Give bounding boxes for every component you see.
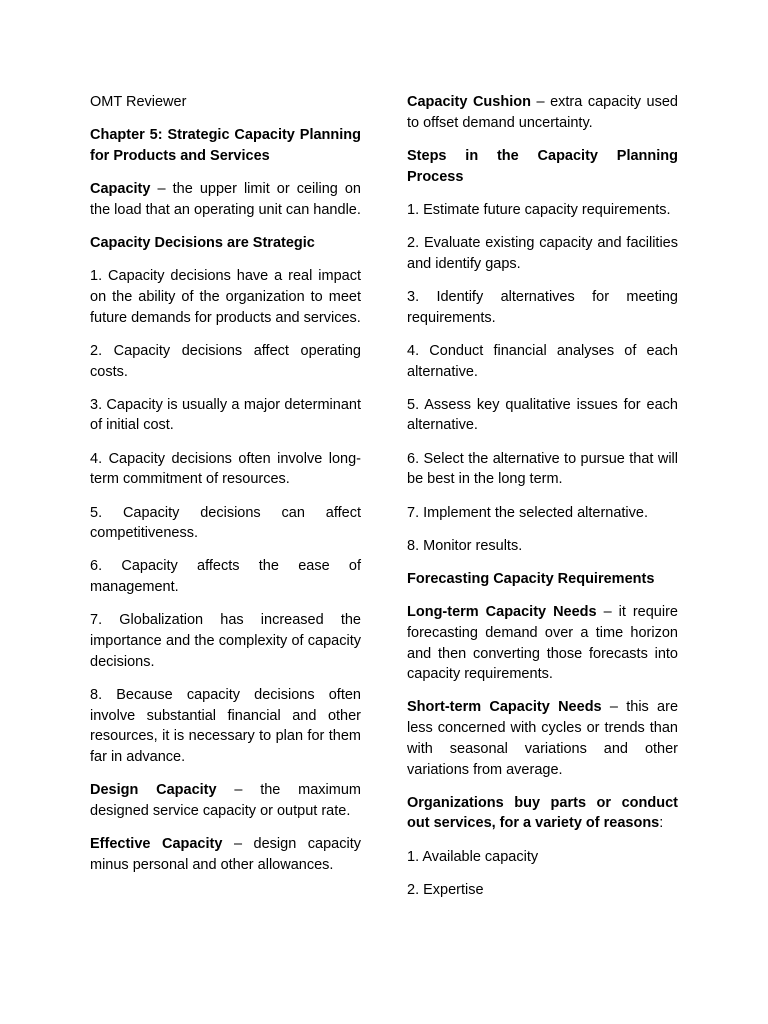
long-term-term: Long-term Capacity Needs <box>407 604 597 621</box>
strategic-heading <box>90 233 361 254</box>
chapter-heading <box>90 125 361 166</box>
left-column <box>90 92 361 888</box>
long-term-def: – it require forecasting demand over a time horizon and then converting those forecasts into capacity requirements. <box>407 604 678 683</box>
short-term-definition <box>407 697 678 780</box>
step-item: 2. Evaluate existing capacity and facilities and identify gaps. <box>407 235 678 272</box>
step-item: 3. Identify alternatives for meeting requirements. <box>407 288 678 326</box>
design-capacity-definition <box>90 780 361 821</box>
step-item: 8. Monitor results. <box>407 537 523 554</box>
capacity-def: – the upper limit or ceiling on the load that an operating unit can handle. <box>90 181 361 218</box>
capacity-term: Capacity <box>90 181 151 198</box>
strategic-item: 7. Globalization has increased the importance and the complexity of capacity decisions. <box>90 612 361 670</box>
strategic-item: 3. Capacity is usually a major determinant of initial cost. <box>90 396 361 434</box>
strategic-heading-text: Capacity Decisions are Strategic <box>90 235 315 252</box>
long-term-definition <box>407 602 678 685</box>
strategic-item: 2. Capacity decisions affect operating costs. <box>90 342 361 380</box>
effective-capacity-def: – design capacity minus personal and other allowances. <box>90 836 361 873</box>
right-column <box>407 92 678 913</box>
forecast-heading <box>407 569 678 590</box>
capacity-cushion-def: – extra capacity used to offset demand uncertainty. <box>407 94 678 131</box>
capacity-cushion-definition <box>407 92 678 133</box>
organizations-heading-text: Organizations buy parts or conduct out services, for a variety of reasons <box>407 794 678 832</box>
organizations-heading <box>407 793 678 834</box>
design-capacity-def: – the maximum designed service capacity or output rate. <box>90 782 361 819</box>
reason-item: 2. Expertise <box>407 881 484 898</box>
step-item: 6. Select the alternative to pursue that will be best in the long term. <box>407 450 678 488</box>
strategic-item: 1. Capacity decisions have a real impact on the ability of the organization to meet future demands for products and services. <box>90 268 361 326</box>
effective-capacity-definition <box>90 834 361 875</box>
forecast-heading-text: Forecasting Capacity Requirements <box>407 570 655 587</box>
organizations-colon: : <box>659 815 664 832</box>
reason-item: 1. Available capacity <box>407 848 539 865</box>
document-title: OMT Reviewer <box>90 94 187 110</box>
chapter-heading-text: Chapter 5: Strategic Capacity Planning for Products and Services <box>90 127 361 164</box>
steps-heading <box>407 146 678 187</box>
strategic-item: 6. Capacity affects the ease of management. <box>90 558 361 596</box>
step-item: 1. Estimate future capacity requirements. <box>407 201 671 218</box>
design-capacity-term: Design Capacity <box>90 782 217 799</box>
capacity-cushion-term: Capacity Cushion <box>407 94 531 110</box>
step-item: 4. Conduct financial analyses of each alternative. <box>407 342 678 380</box>
strategic-item: 4. Capacity decisions often involve long-term commitment of resources. <box>90 450 361 488</box>
short-term-term: Short-term Capacity Needs <box>407 699 602 716</box>
effective-capacity-term: Effective Capacity <box>90 836 223 853</box>
steps-heading-text: Steps in the Capacity Planning Process <box>407 147 678 185</box>
step-item: 7. Implement the selected alternative. <box>407 504 648 521</box>
step-item: 5. Assess key qualitative issues for each alternative. <box>407 396 678 434</box>
strategic-item: 8. Because capacity decisions often involve substantial financial and other resources, it is necessary to plan for them far in advance. <box>90 686 361 766</box>
short-term-def: – this are less concerned with cycles or trends than with seasonal variations and other variations from average. <box>407 699 679 778</box>
strategic-item: 5. Capacity decisions can affect competitiveness. <box>90 504 361 542</box>
capacity-definition <box>90 179 361 220</box>
